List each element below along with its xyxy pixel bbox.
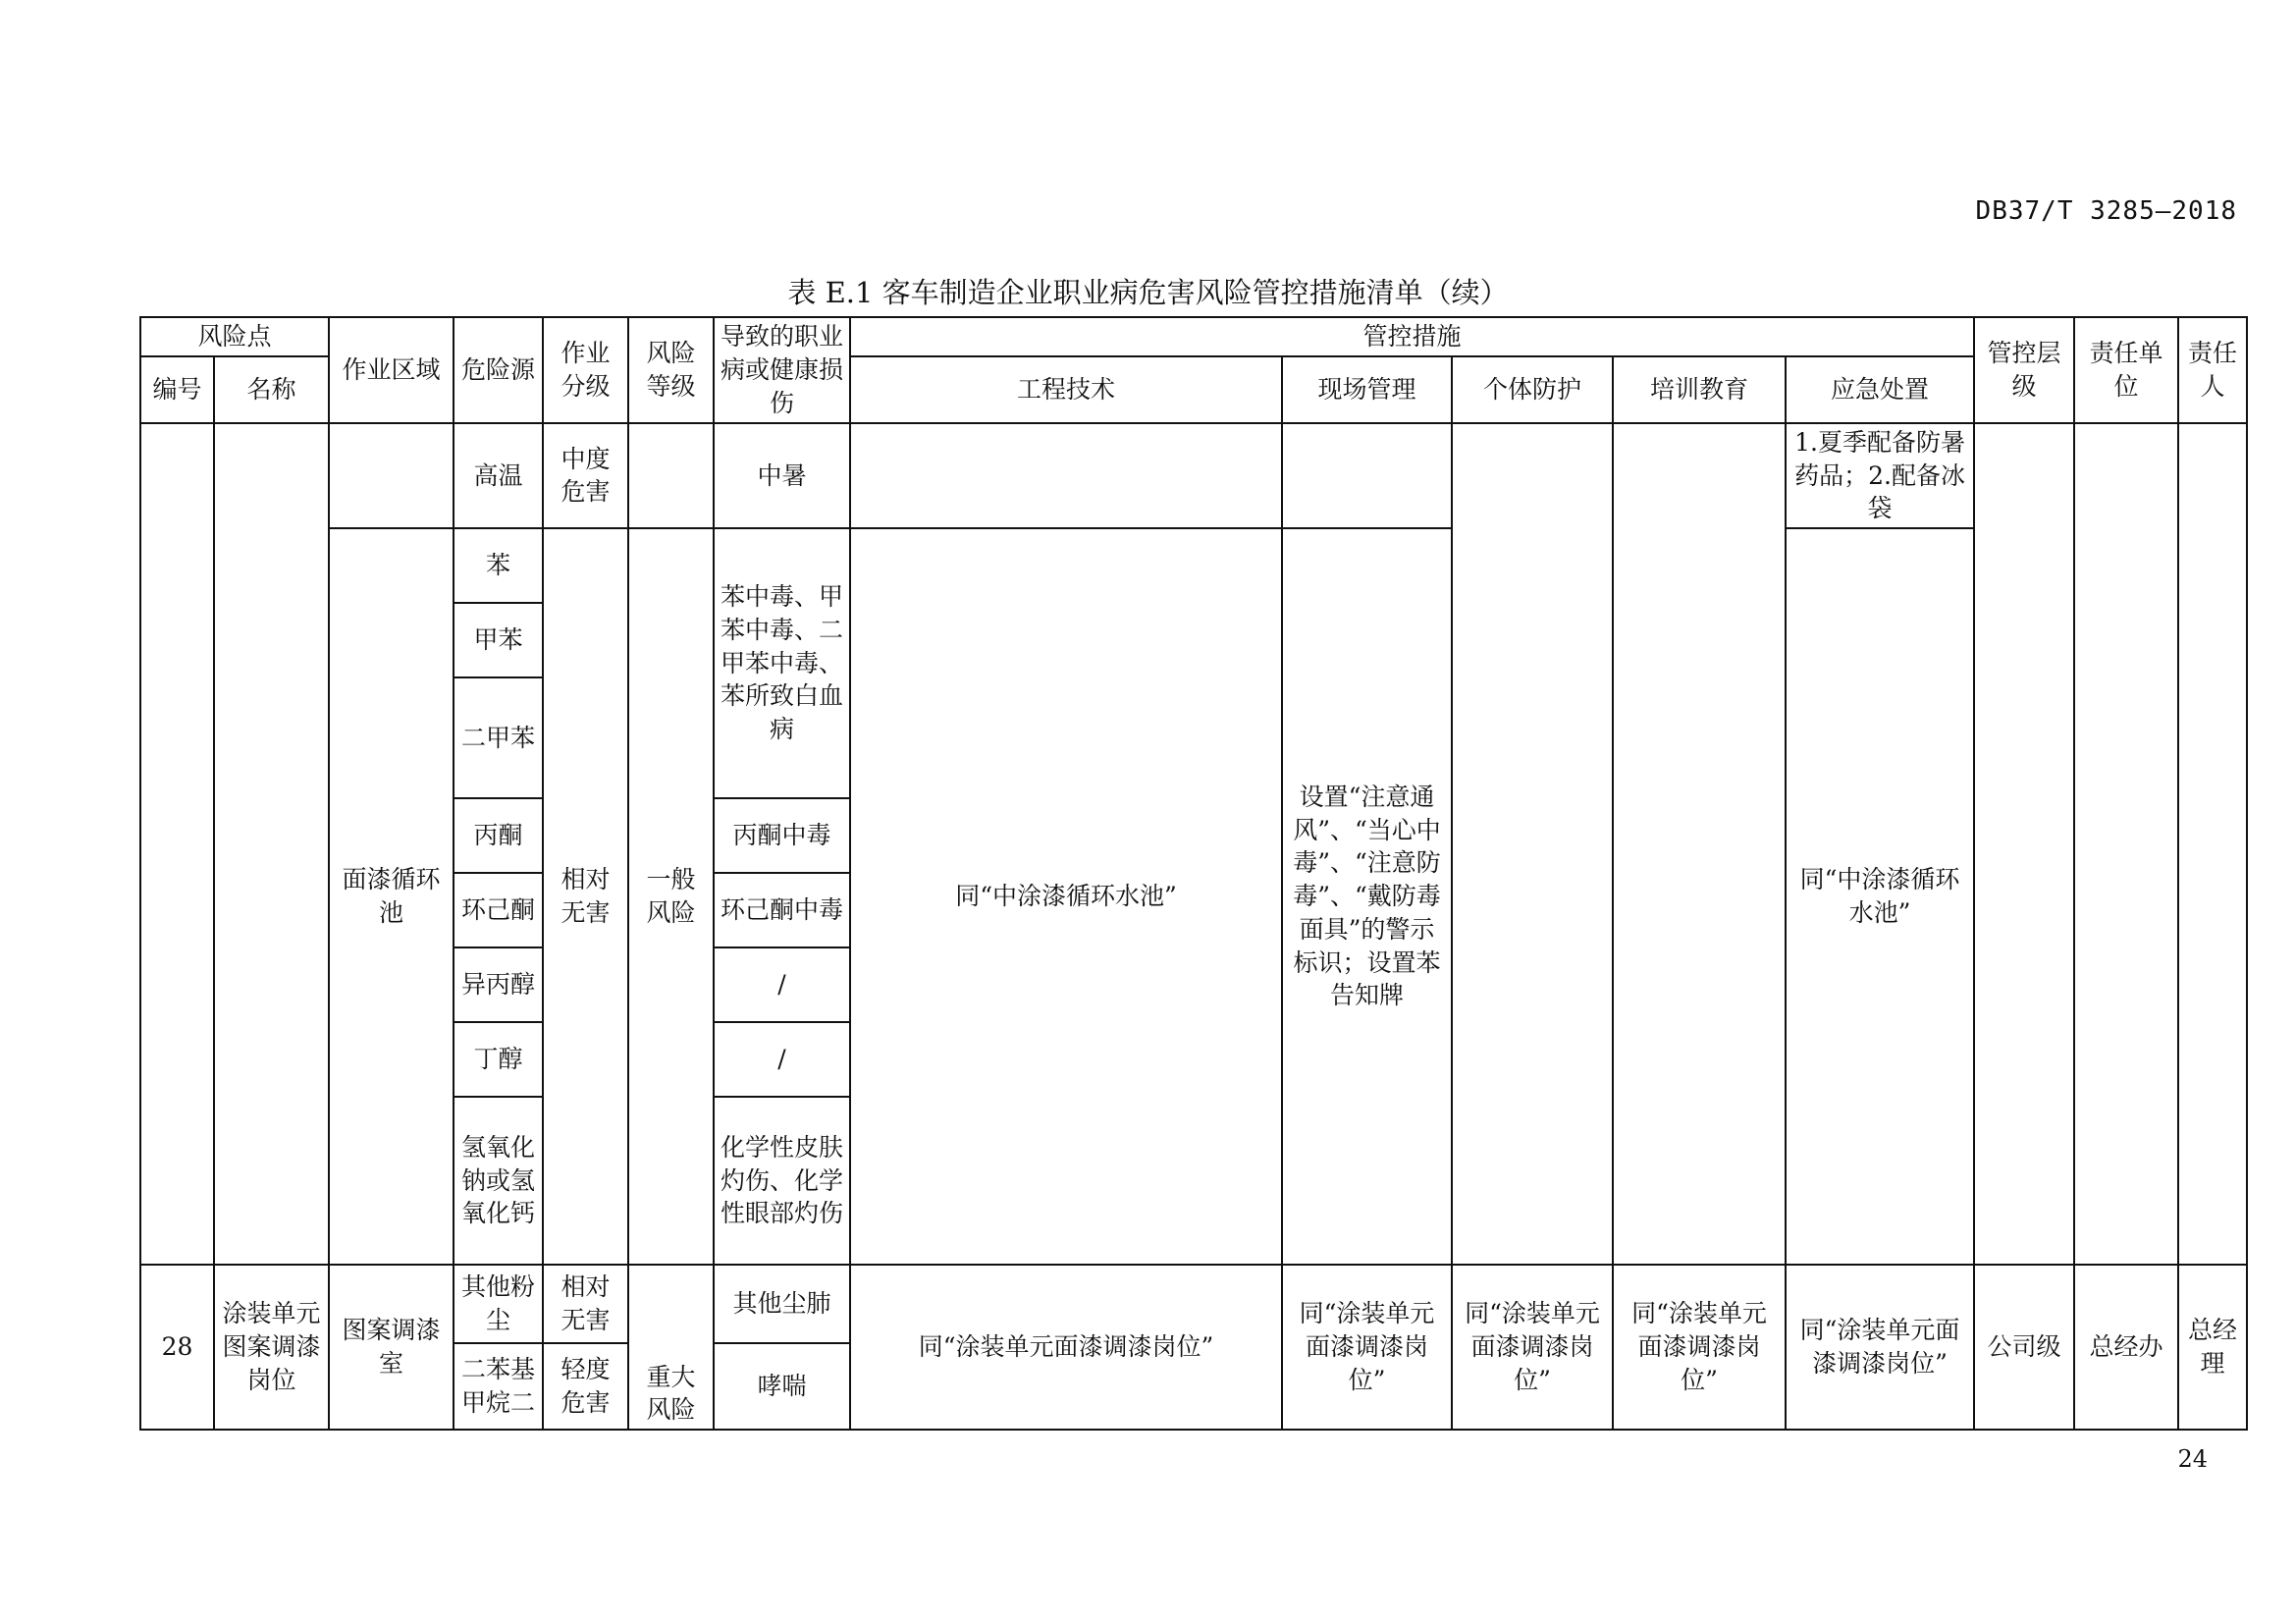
- cell-risk-empty: [628, 423, 714, 528]
- cell-disease-acetone: 丙酮中毒: [714, 798, 850, 873]
- cell-emergency-28: 同“涂装单元面漆调漆岗位”: [1786, 1265, 1974, 1430]
- header-engineering: 工程技术: [850, 356, 1282, 423]
- cell-emergency-heat: 1.夏季配备防暑药品；2.配备冰袋: [1786, 423, 1974, 528]
- cell-site-28: 同“涂装单元面漆调漆岗位”: [1282, 1265, 1452, 1430]
- cell-name-empty: [214, 423, 329, 1265]
- page-number: 24: [2177, 1445, 2208, 1473]
- cell-ppe-28: 同“涂装单元面漆调漆岗位”: [1452, 1265, 1613, 1430]
- cell-hazard-xylene: 二甲苯: [454, 677, 543, 798]
- cell-person-empty: [2178, 423, 2247, 1265]
- cell-hazard-butanol: 丁醇: [454, 1022, 543, 1097]
- cell-hazard-mdi: 二苯基甲烷二: [454, 1343, 543, 1430]
- cell-disease-dust: 其他尘肺: [714, 1265, 850, 1343]
- cell-ppe-empty: [1452, 423, 1613, 1265]
- cell-no-28: 28: [140, 1265, 214, 1430]
- document-code: DB37/T 3285—2018: [1975, 196, 2237, 226]
- header-responsible-unit: 责任单位: [2074, 317, 2178, 423]
- cell-risk-topcoat: 一般风险: [628, 528, 714, 1265]
- header-responsible-person: 责任人: [2178, 317, 2247, 423]
- cell-disease-heat: 中暑: [714, 423, 850, 528]
- cell-level-28: 公司级: [1974, 1265, 2074, 1430]
- cell-hazard-dust: 其他粉尘: [454, 1265, 543, 1343]
- cell-hazard-heat: 高温: [454, 423, 543, 528]
- header-hazard-source: 危险源: [454, 317, 543, 423]
- cell-no-empty: [140, 423, 214, 1265]
- header-training: 培训教育: [1613, 356, 1786, 423]
- cell-area-28: 图案调漆室: [329, 1265, 454, 1430]
- cell-site-heat: [1282, 423, 1452, 528]
- header-risk-point: 风险点: [140, 317, 329, 356]
- cell-disease-cyclohexanone: 环己酮中毒: [714, 873, 850, 947]
- cell-hazard-isopropanol: 异丙醇: [454, 947, 543, 1022]
- cell-grade-topcoat: 相对无害: [543, 528, 628, 1265]
- header-name: 名称: [214, 356, 329, 423]
- header-site-management: 现场管理: [1282, 356, 1452, 423]
- cell-disease-hydroxide: 化学性皮肤灼伤、化学性眼部灼伤: [714, 1097, 850, 1265]
- header-disease: 导致的职业病或健康损伤: [714, 317, 850, 423]
- cell-hazard-hydroxide: 氢氧化钠或氢氧化钙: [454, 1097, 543, 1265]
- cell-disease-butanol: /: [714, 1022, 850, 1097]
- header-work-area: 作业区域: [329, 317, 454, 423]
- cell-name-28: 涂装单元图案调漆岗位: [214, 1265, 329, 1430]
- cell-hazard-benzene: 苯: [454, 528, 543, 603]
- table-title: 表 E.1 客车制造企业职业病危害风险管控措施清单（续）: [787, 276, 1509, 309]
- cell-risk-28: 重大风险: [628, 1265, 714, 1430]
- cell-person-28: 总经理: [2178, 1265, 2247, 1430]
- cell-engineering-heat: [850, 423, 1282, 528]
- cell-training-empty: [1613, 423, 1786, 1265]
- cell-unit-28: 总经办: [2074, 1265, 2178, 1430]
- cell-hazard-cyclohexanone: 环己酮: [454, 873, 543, 947]
- header-risk-level: 风险等级: [628, 317, 714, 423]
- header-control-measures: 管控措施: [850, 317, 1974, 356]
- cell-site-topcoat: 设置“注意通风”、“当心中毒”、“注意防毒”、“戴防毒面具”的警示标识；设置苯告知牌: [1282, 528, 1452, 1265]
- cell-hazard-toluene: 甲苯: [454, 603, 543, 677]
- cell-disease-mdi: 哮喘: [714, 1343, 850, 1430]
- cell-grade-heat: 中度危害: [543, 423, 628, 528]
- risk-control-table: [139, 316, 2248, 1431]
- header-work-grade: 作业分级: [543, 317, 628, 423]
- cell-area-topcoat: 面漆循环池: [329, 528, 454, 1265]
- cell-disease-isopropanol: /: [714, 947, 850, 1022]
- cell-training-28: 同“涂装单元面漆调漆岗位”: [1613, 1265, 1786, 1430]
- cell-disease-benzene: 苯中毒、甲苯中毒、二甲苯中毒、苯所致白血病: [714, 528, 850, 798]
- header-no: 编号: [140, 356, 214, 423]
- header-control-level: 管控层级: [1974, 317, 2074, 423]
- cell-unit-empty: [2074, 423, 2178, 1265]
- cell-area-empty: [329, 423, 454, 528]
- cell-level-empty: [1974, 423, 2074, 1265]
- cell-engineering-topcoat: 同“中涂漆循环水池”: [850, 528, 1282, 1265]
- cell-emergency-topcoat: 同“中涂漆循环水池”: [1786, 528, 1974, 1265]
- cell-engineering-28: 同“涂装单元面漆调漆岗位”: [850, 1265, 1282, 1430]
- cell-grade-dust: 相对无害: [543, 1265, 628, 1343]
- header-personal-protection: 个体防护: [1452, 356, 1613, 423]
- header-emergency: 应急处置: [1786, 356, 1974, 423]
- cell-hazard-acetone: 丙酮: [454, 798, 543, 873]
- cell-grade-mdi: 轻度危害: [543, 1343, 628, 1430]
